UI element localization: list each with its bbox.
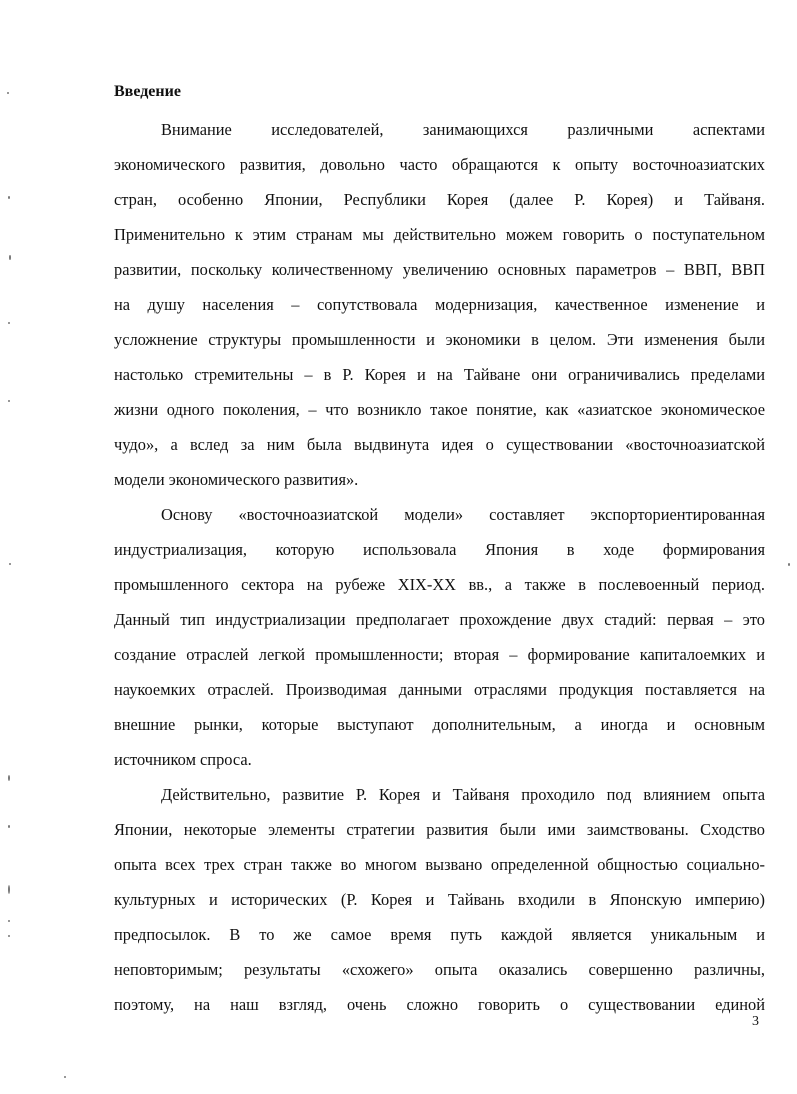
text-line: стран, особенно Японии, Республики Корея (далее Р. Корея) и Тайваня. <box>114 190 765 209</box>
section-heading: Введение <box>114 83 181 100</box>
text-line: неповторимым; результаты «схожего» опыта оказались совершенно различны, <box>114 960 765 979</box>
text-line: создание отраслей легкой промышленности; вторая – формирование капиталоемких и <box>114 645 765 664</box>
scan-speck <box>8 885 10 894</box>
text-line: Основу «восточноазиатской модели» составляет экспорториентированная <box>161 505 765 524</box>
text-line: чудо», а вслед за ним была выдвинута идея о существовании «восточноазиатской <box>114 435 765 454</box>
text-line: на душу населения – сопутствовала модернизация, качественное изменение и <box>114 295 765 314</box>
paragraph-3 <box>114 777 765 1022</box>
scan-speck <box>8 196 10 199</box>
scan-speck <box>7 92 9 94</box>
text-line: развитии, поскольку количественному увеличению основных параметров – ВВП, ВВП <box>114 260 765 279</box>
scan-speck <box>9 563 11 565</box>
text-line: культурных и исторических (Р. Корея и Тайвань входили в Японскую империю) <box>114 890 765 909</box>
text-line: поэтому, на наш взгляд, очень сложно говорить о существовании единой <box>114 995 765 1014</box>
text-line: Применительно к этим странам мы действительно можем говорить о поступательном <box>114 225 765 244</box>
text-line: Действительно, развитие Р. Корея и Тайваня проходило под влиянием опыта <box>161 785 765 804</box>
scan-speck <box>9 255 11 260</box>
text-line: промышленного сектора на рубеже XIX-XX вв., а также в послевоенный период. <box>114 575 765 594</box>
scan-speck <box>8 920 10 922</box>
text-line: предпосылок. В то же самое время путь каждой является уникальным и <box>114 925 765 944</box>
scan-speck <box>8 935 10 937</box>
text-line: настолько стремительны – в Р. Корея и на Тайване они ограничивались пределами <box>114 365 765 384</box>
scan-speck <box>788 563 790 566</box>
text-line: модели экономического развития». <box>114 470 359 489</box>
text-line: опыта всех трех стран также во многом вызвано определенной общностью социально- <box>114 855 765 874</box>
text-line: Данный тип индустриализации предполагает прохождение двух стадий: первая – это <box>114 610 765 629</box>
paragraph-1 <box>114 112 765 497</box>
text-line: наукоемких отраслей. Производимая данными отраслями продукция поставляется на <box>114 680 765 699</box>
text-line: экономического развития, довольно часто обращаются к опыту восточноазиатских <box>114 155 765 174</box>
paragraph-2 <box>114 497 765 777</box>
body-text <box>114 112 765 1022</box>
text-line: внешние рынки, которые выступают дополнительным, а иногда и основным <box>114 715 765 734</box>
scan-speck <box>8 400 10 402</box>
text-line: жизни одного поколения, – что возникло такое понятие, как «азиатское экономическое <box>114 400 765 419</box>
text-line: источником спроса. <box>114 750 252 769</box>
scan-speck <box>8 825 10 828</box>
text-line: индустриализация, которую использовала Япония в ходе формирования <box>114 540 765 559</box>
text-line: Японии, некоторые элементы стратегии развития были ими заимствованы. Сходство <box>114 820 765 839</box>
scan-speck <box>64 1076 66 1078</box>
scan-speck <box>8 322 10 324</box>
page-number: 3 <box>752 1014 759 1029</box>
text-line: усложнение структуры промышленности и экономики в целом. Эти изменения были <box>114 330 765 349</box>
scan-speck <box>8 775 10 781</box>
text-line: Внимание исследователей, занимающихся различными аспектами <box>161 120 765 139</box>
